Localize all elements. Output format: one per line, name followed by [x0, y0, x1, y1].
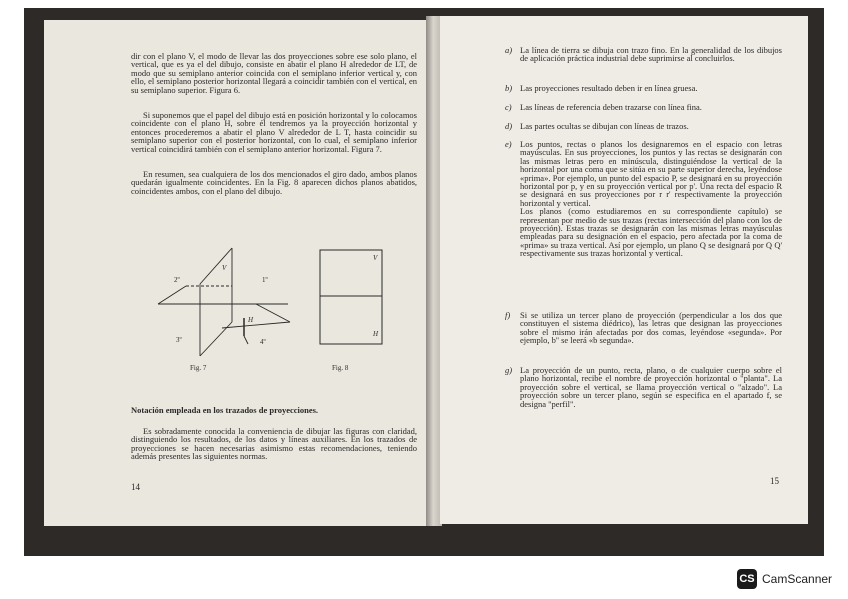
rule-marker: f) [505, 310, 511, 320]
fig7-label-v: V [222, 264, 227, 272]
paragraph-3: En resumen, sea cualquiera de los dos mencionados el giro dado, ambos planos quedarán igualmente coincidentes. En la Fig. 8 aparecen dichos planos abatidos, coincidentes ambos, con el plano del dibujo. [131, 169, 417, 196]
fig8-label-h: H [373, 330, 379, 338]
paragraph-2: Si suponemos que el papel del dibujo está en posición horizontal y lo colocamos coincidente con el plano H, sobre él tendremos ya la proyección horizontal y entonces procederemos a abatir el plano V alrededor de L T, hasta coincidir su semiplano superior con el posterior horizontal, con lo cual, el semiplano inferior vertical coincidirá también con el semiplano anterior horizontal. Figura 7. [131, 110, 417, 154]
rule-marker: c) [505, 102, 512, 112]
fig7-label-h: H [248, 316, 254, 324]
fig7-label-2: 2º [174, 276, 180, 284]
fig7-label-1: 1º [262, 276, 268, 284]
rule-marker: a) [505, 45, 513, 55]
camscanner-logo-icon: CS [737, 569, 757, 589]
camscanner-text: CamScanner [762, 572, 833, 586]
rule-item-f [505, 310, 782, 346]
fig7-caption: Fig. 7 [190, 364, 207, 372]
fig8-label-v: V [373, 254, 378, 262]
left-page-number: 14 [131, 482, 140, 492]
rule-text: Los puntos, rectas o planos los designaremos en el espacio con letras mayúsculas. En sus proyecciones, los puntos y las rectas se designarán con las mismas letras pero en minúscula, distinguiéndose la vertical de la horizontal por una coma que se sitúa en su parte superior derecha, leyéndose «prima». Por ejemplo, un punto del espacio P, se designará en su proyección horizontal por p, y en su proyección vertical por p'. Una recta del espacio R se designará en sus proyecciones por r r' respectivamente la proyección horizontal y vertical. [520, 139, 782, 208]
rule-item-a [505, 45, 782, 64]
rule-text: Si se utiliza un tercer plano de proyección (perpendicular a los dos que constituyen el sistema diédrico), las letras que designan las proyecciones sobre el mismo irán afectadas por dos comas, leyéndose «segunda». Por ejemplo, b'' se leerá «b segunda». [520, 310, 782, 346]
rule-marker: d) [505, 121, 513, 131]
rule-marker: b) [505, 83, 513, 93]
figure-7 [144, 240, 304, 390]
rule-text: Las proyecciones resultado deben ir en línea gruesa. [520, 83, 698, 93]
fig8-caption: Fig. 8 [332, 364, 349, 372]
right-page [440, 16, 808, 524]
rule-item-e [505, 139, 782, 259]
left-page [44, 20, 428, 526]
rule-item-g [505, 365, 782, 409]
rule-item-d [505, 121, 782, 131]
rule-text: Las partes ocultas se dibujan con líneas de trazos. [520, 121, 689, 131]
rule-text-continued: Los planos (como estudiaremos en su correspondiente capítulo) se representan por medio de sus trazas (rectas intersección del plano con los de proyección). Estas trazas se designarán con las mismas letras mayúsculas empleadas para su designación en el espacio, pero afectada por la coma de «prima» su traza vertical. Así por ejemplo, un plano Q se designará por Q Q' respectivamente sus trazas horizontal y vertical. [520, 206, 782, 259]
rule-marker: e) [505, 139, 512, 149]
section-heading: Notación empleada en los trazados de proyecciones. [131, 405, 319, 415]
rule-item-c [505, 102, 782, 112]
rule-text: Las líneas de referencia deben trazarse con línea fina. [520, 102, 702, 112]
paragraph-1: dir con el plano V, el modo de llevar las dos proyecciones sobre ese solo plano, el vertical, que es ya el del dibujo, consiste en abatir el plano H alrededor de LT, de modo que su semiplano anterior coincida con el semiplano inferior vertical y, con ello, el semiplano posterior horizontal llegará a coincidir también con el vertical, en su semiplano superior. Figura 6. [131, 51, 417, 95]
rule-item-b [505, 83, 782, 93]
rule-text: La proyección de un punto, recta, plano, o de cualquier cuerpo sobre el plano horizontal, recibe el nombre de proyección horizontal o "planta". La proyección sobre el vertical, se llama proyección vertical o "alzado". La proyección sobre un tercer plano, según se especifica en el apartado f, se designa "perfil". [520, 365, 782, 409]
figure-8 [316, 246, 388, 350]
right-page-number: 15 [770, 476, 779, 486]
fig7-label-4: 4º [260, 338, 266, 346]
rule-text: La línea de tierra se dibuja con trazo fino. En la generalidad de los dibujos de aplicación práctica industrial debe suprimirse al concluirlos. [520, 45, 782, 64]
rule-marker: g) [505, 365, 513, 375]
fig7-label-3: 3º [176, 336, 182, 344]
heading-paragraph: Es sobradamente conocida la conveniencia de dibujar las figuras con claridad, distinguiendo los resultados, de los datos y líneas auxiliares. En los trazados de proyecciones se hacen necesarias asimismo estas recomendaciones, teniendo además presentes las siguientes normas. [131, 426, 417, 462]
